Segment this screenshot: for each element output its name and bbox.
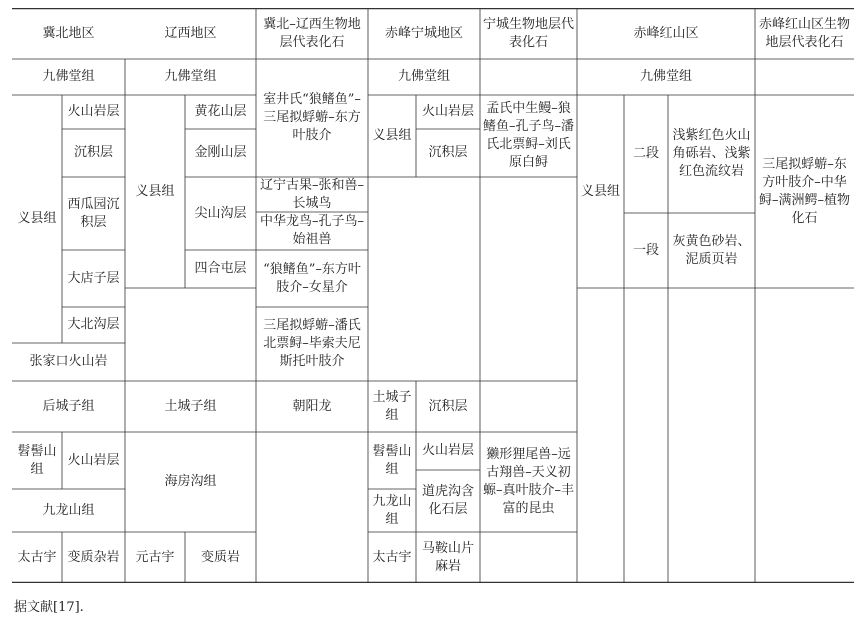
haifanggou: 海房沟组: [164, 474, 217, 489]
huoshanyan-ningcheng: 火山岩层: [421, 104, 474, 119]
xiguayuan: 西瓜园沉积层: [67, 196, 120, 230]
header-jibei: 冀北地区: [42, 25, 95, 41]
zhangjiakou: 张家口火山岩: [29, 354, 108, 369]
header-fossils-ningcheng: 宁城生物地层代表化石: [483, 16, 575, 50]
yixian-hongshan: 义县组: [580, 183, 620, 199]
fossil-nc-1: 孟氏中生鳗–狼鳍鱼–孔子鸟–潘氏北票鲟–刘氏原白鲟: [483, 101, 575, 170]
jiulongshan-jibei: 九龙山组: [42, 502, 95, 518]
houchengzi: 后城子组: [42, 398, 95, 414]
erduan: 二段: [632, 146, 659, 161]
dadianzi: 大店子层: [67, 270, 120, 286]
bianzhi-zayan: 变质杂岩: [67, 549, 120, 565]
yixian-liaoxi: 义县组: [135, 183, 175, 199]
huoshanyan-jibei: 火山岩层: [67, 104, 120, 119]
sihetun: 四合屯层: [194, 261, 247, 276]
jiulongshan-ningcheng: 九龙山组: [372, 493, 412, 527]
fossil-jl-5: 三尾拟蜉蝣–潘氏北票鲟–毕索夫尼斯托叶肢介: [263, 318, 361, 369]
taiguyu-ningcheng: 太古宇: [372, 549, 412, 565]
chaoyanglong: 朝阳龙: [292, 398, 332, 414]
huoshanyan-tiaoji-ningcheng: 火山岩层: [421, 443, 474, 458]
stratigraphy-table: [12, 8, 854, 583]
jiufotang-jibei: 九佛堂组: [42, 69, 95, 84]
daohugou: 道虎沟含化石层: [421, 484, 474, 517]
header-fossils-jibei-liaoxi: 冀北–辽西生物地层代表化石: [263, 16, 361, 50]
taiguyu-jibei: 太古宇: [17, 549, 57, 565]
tiaojishan-ningcheng: 髫髻山组: [372, 443, 412, 477]
header-chifeng-hongshan: 赤峰红山区: [633, 25, 699, 41]
tiaojishan-jibei: 髫髻山组: [17, 443, 57, 477]
maanshan: 马鞍山片麻岩: [421, 540, 474, 574]
fossil-jl-2: 辽宁古果–张和兽–长城鸟: [259, 177, 364, 211]
yixian-jibei: 义县组: [17, 211, 57, 226]
lith-yiduan: 灰黄色砂岩、泥质页岩: [672, 233, 751, 267]
yiduan: 一段: [632, 242, 659, 258]
lith-erduan: 浅紫红色火山角砾岩、浅紫红色流纹岩: [672, 128, 751, 179]
jingangshan: 金刚山层: [194, 145, 247, 160]
tuchengzi-ningcheng: 土城子组: [372, 389, 412, 423]
huanghuashan: 黄花山层: [194, 104, 247, 119]
chenji-tuchengzi: 沉积层: [428, 398, 468, 414]
header-fossils-hongshan: 赤峰红山区生物地层代表化石: [758, 16, 850, 50]
fossil-nc-2: 獭形狸尾兽–远古翔兽–天义初螈–真叶肢介–丰富的昆虫: [483, 447, 575, 516]
jiufotang-hongshan: 九佛堂组: [639, 69, 692, 84]
source-note: 据文献[17].: [14, 600, 84, 615]
chenji-jibei: 沉积层: [73, 145, 113, 160]
jiufotang-liaoxi: 九佛堂组: [164, 69, 217, 84]
fossil-jl-4: “狼鳍鱼”–东方叶肢介–女星介: [263, 261, 361, 295]
header-liaoxi: 辽西地区: [164, 25, 217, 41]
yuanguyu: 元古宇: [135, 549, 175, 565]
huoshanyan-tiaoji-jibei: 火山岩层: [67, 452, 120, 468]
chenji-ningcheng: 沉积层: [428, 145, 468, 160]
dabeigou: 大北沟层: [67, 317, 120, 332]
jianshangou: 尖山沟层: [194, 205, 247, 221]
tuchengzi-liaoxi: 土城子组: [164, 398, 217, 414]
fossil-jl-3: 中华龙鸟–孔子鸟–始祖兽: [259, 214, 364, 247]
bianzhiyan: 变质岩: [200, 549, 240, 565]
fossil-hongshan: 三尾拟蜉蝣–东方叶肢介–中华鲟–满洲鳄–植物化石: [758, 156, 850, 226]
yixian-ningcheng: 义县组: [372, 128, 412, 143]
fossil-jl-1: 室井氏“狼鳍鱼”–三尾拟蜉蝣–东方叶肢介: [263, 92, 361, 143]
header-chifeng-ningcheng: 赤峰宁城地区: [384, 25, 463, 41]
jiufotang-ningcheng: 九佛堂组: [397, 69, 450, 84]
